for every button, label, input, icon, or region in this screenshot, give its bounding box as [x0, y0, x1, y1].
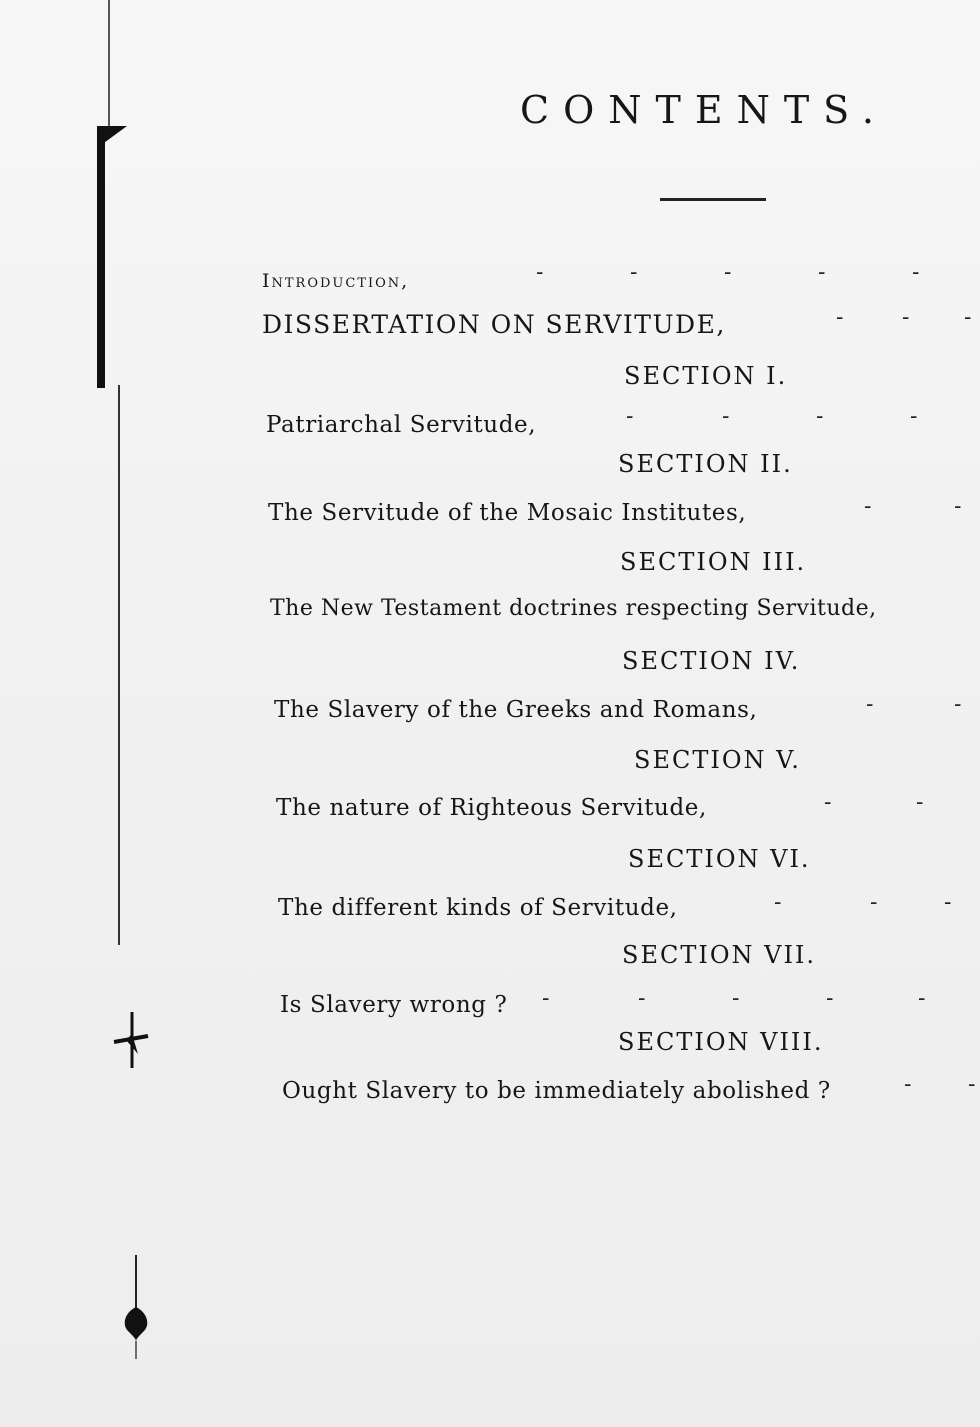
leader-dash: -	[724, 260, 732, 285]
dot-leader	[904, 1072, 980, 1102]
section-heading-3: SECTION III.	[620, 548, 807, 576]
section-heading-1: SECTION I.	[624, 362, 788, 390]
dot-leader	[866, 692, 976, 722]
leader-dash: -	[944, 890, 952, 915]
leader-dash: -	[864, 494, 872, 519]
leader-dash: -	[816, 404, 824, 429]
toc-entry-dissertation: DISSERTATION ON SERVITUDE,	[262, 310, 726, 339]
leader-dash: -	[722, 404, 730, 429]
title-rule	[660, 198, 766, 201]
dot-leader	[542, 986, 942, 1016]
page-title: CONTENTS.	[520, 88, 888, 132]
leader-dash: -	[902, 305, 910, 330]
section-heading-5: SECTION V.	[634, 746, 801, 774]
leader-dash: -	[916, 790, 924, 815]
section-heading-8: SECTION VIII.	[618, 1028, 824, 1056]
leader-dash: -	[630, 260, 638, 285]
binding-thick-bar	[97, 128, 105, 388]
toc-entry-section-2: The Servitude of the Mosaic Institutes,	[268, 500, 747, 526]
leader-dash: -	[836, 305, 844, 330]
section-heading-7: SECTION VII.	[622, 941, 817, 969]
dot-leader	[774, 890, 964, 920]
leader-dash: -	[912, 260, 920, 285]
leader-dash: -	[638, 986, 646, 1011]
toc-entry-section-1: Patriarchal Servitude,	[266, 412, 537, 438]
leader-dash: -	[626, 404, 634, 429]
leader-dash: -	[866, 692, 874, 717]
toc-entry-section-7: Is Slavery wrong ?	[280, 992, 508, 1018]
leader-dash: -	[536, 260, 544, 285]
section-heading-2: SECTION II.	[618, 450, 793, 478]
dot-leader	[536, 260, 936, 290]
leader-dash: -	[968, 1072, 976, 1097]
toc-entry-section-4: The Slavery of the Greeks and Romans,	[274, 697, 758, 723]
leader-dash: -	[918, 986, 926, 1011]
dot-leader	[836, 305, 976, 335]
section-heading-6: SECTION VI.	[628, 845, 811, 873]
leader-dash: -	[954, 494, 962, 519]
dot-leader	[824, 790, 934, 820]
leader-dash: -	[824, 790, 832, 815]
binding-hairline	[108, 0, 110, 130]
leader-dash: -	[870, 890, 878, 915]
leader-dash: -	[542, 986, 550, 1011]
dot-leader	[626, 404, 926, 434]
leader-dash: -	[826, 986, 834, 1011]
leader-dash: -	[910, 404, 918, 429]
toc-entry-section-6: The different kinds of Servitude,	[278, 895, 678, 921]
toc-entry-section-3: The New Testament doctrines respecting Servitude,	[270, 596, 877, 621]
ink-cross-mark	[112, 1010, 152, 1070]
leader-dash: -	[818, 260, 826, 285]
leader-dash: -	[774, 890, 782, 915]
toc-entry-section-8: Ought Slavery to be immediately abolished ?	[282, 1078, 831, 1104]
leader-dash: -	[964, 305, 972, 330]
section-heading-4: SECTION IV.	[622, 647, 801, 675]
toc-entry-introduction: Introduction,	[262, 270, 410, 292]
binding-thin-line	[118, 385, 120, 945]
leader-dash: -	[954, 692, 962, 717]
ink-drop-mark	[120, 1255, 156, 1365]
toc-entry-section-5: The nature of Righteous Servitude,	[276, 795, 707, 821]
leader-dash: -	[732, 986, 740, 1011]
dot-leader	[864, 494, 974, 524]
leader-dash: -	[904, 1072, 912, 1097]
